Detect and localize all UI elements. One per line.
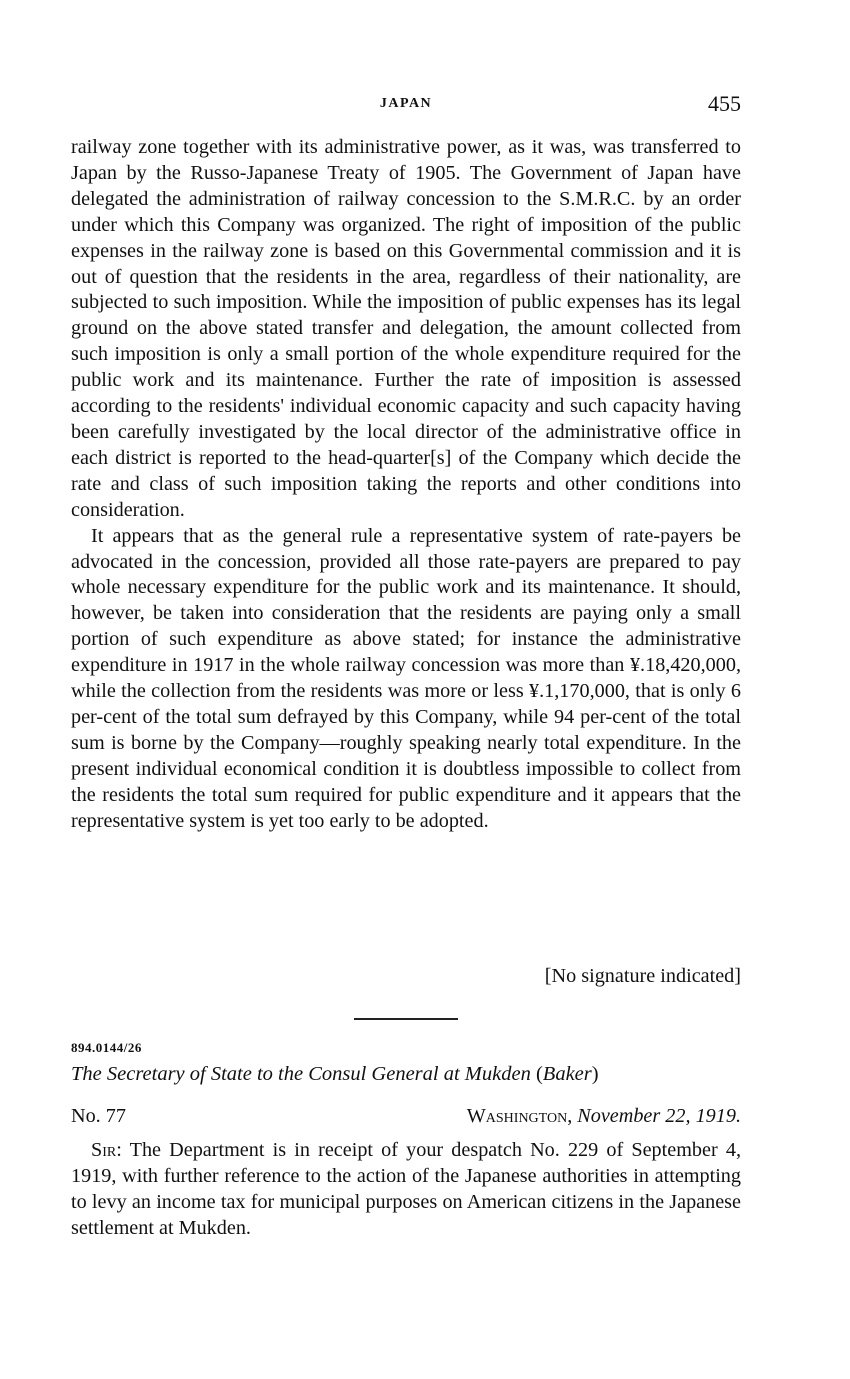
letter-text [71, 1138, 741, 1242]
title-close-paren: ) [591, 1063, 599, 1085]
document-title [71, 1063, 741, 1086]
page-number: 455 [708, 91, 741, 116]
signature-note: [No signature indicated] [544, 965, 741, 987]
letter-paragraph [71, 1138, 741, 1242]
section-divider [354, 1018, 458, 1020]
title-person: Baker [542, 1063, 592, 1085]
running-head: JAPAN [379, 96, 433, 111]
letter-body: : The Department is in receipt of your despatch No. 229 of September 4, 1919, with further reference to the action of the Japanese authorities in attempting to levy an income tax for municipal purposes on American citizens in the Japanese settlement at Mukden. [71, 1139, 741, 1239]
despatch-number: No. 77 [71, 1105, 126, 1127]
date: November 22, 1919. [577, 1105, 741, 1127]
title-main: The Secretary of State to the Consul General at Mukden [71, 1063, 531, 1085]
paragraph-representative-system: It appears that as the general rule a representative system of rate-payers be advocated in the concession, provided all those rate-payers are prepared to pay whole necessary expenditure for the public work and its maintenance. It should, however, be taken into consideration that the residents are paying only a small portion of such expenditure as above stated; for instance the administrative expenditure in 1917 in the whole railway concession was more than ¥.18,420,000, while the collection from the residents was more or less ¥.1,170,000, that is only 6 per-cent of the total sum defrayed by this Company, while 94 per-cent of the total sum is borne by the Company—roughly speaking nearly total expenditure. In the present individual economical condition it is doubtless impossible to collect from the residents the total sum required for public expenditure and it appears that the representative system is yet too early to be adopted. [71, 524, 741, 832]
place: Washington [466, 1105, 568, 1127]
page-header [71, 91, 741, 118]
file-number: 894.0144/26 [71, 1040, 142, 1055]
title-open-paren: ( [535, 1063, 543, 1085]
body-text [71, 135, 741, 834]
paragraph-continued: railway zone together with its administrative power, as it was, was transferred to Japan by the Russo-Japanese Treaty of 1905. The Government of Japan have delegated the administration of railway concession to the S.M.R.C. by an order under which this Company was organized. The right of imposition of the public expenses in the railway zone is based on this Governmental commission and it is out of question that the residents in the area, regardless of their nationality, are subjected to such imposition. While the imposition of public expenses has its legal ground on the above stated transfer and delegation, the amount collected from such imposition is only a small portion of the whole expenditure required for the public work and its maintenance. Further the rate of imposition is assessed according to the residents' individual economic capacity and such capacity having been carefully investigated by the local director of the administrative office in each district is reported to the head-quarter[s] of the Company which decide the rate and class of such imposition taking the reports and other conditions into consideration. [71, 136, 741, 521]
salutation: Sir [91, 1139, 117, 1161]
place-date: Washington, November 22, 1919. [466, 1105, 741, 1127]
